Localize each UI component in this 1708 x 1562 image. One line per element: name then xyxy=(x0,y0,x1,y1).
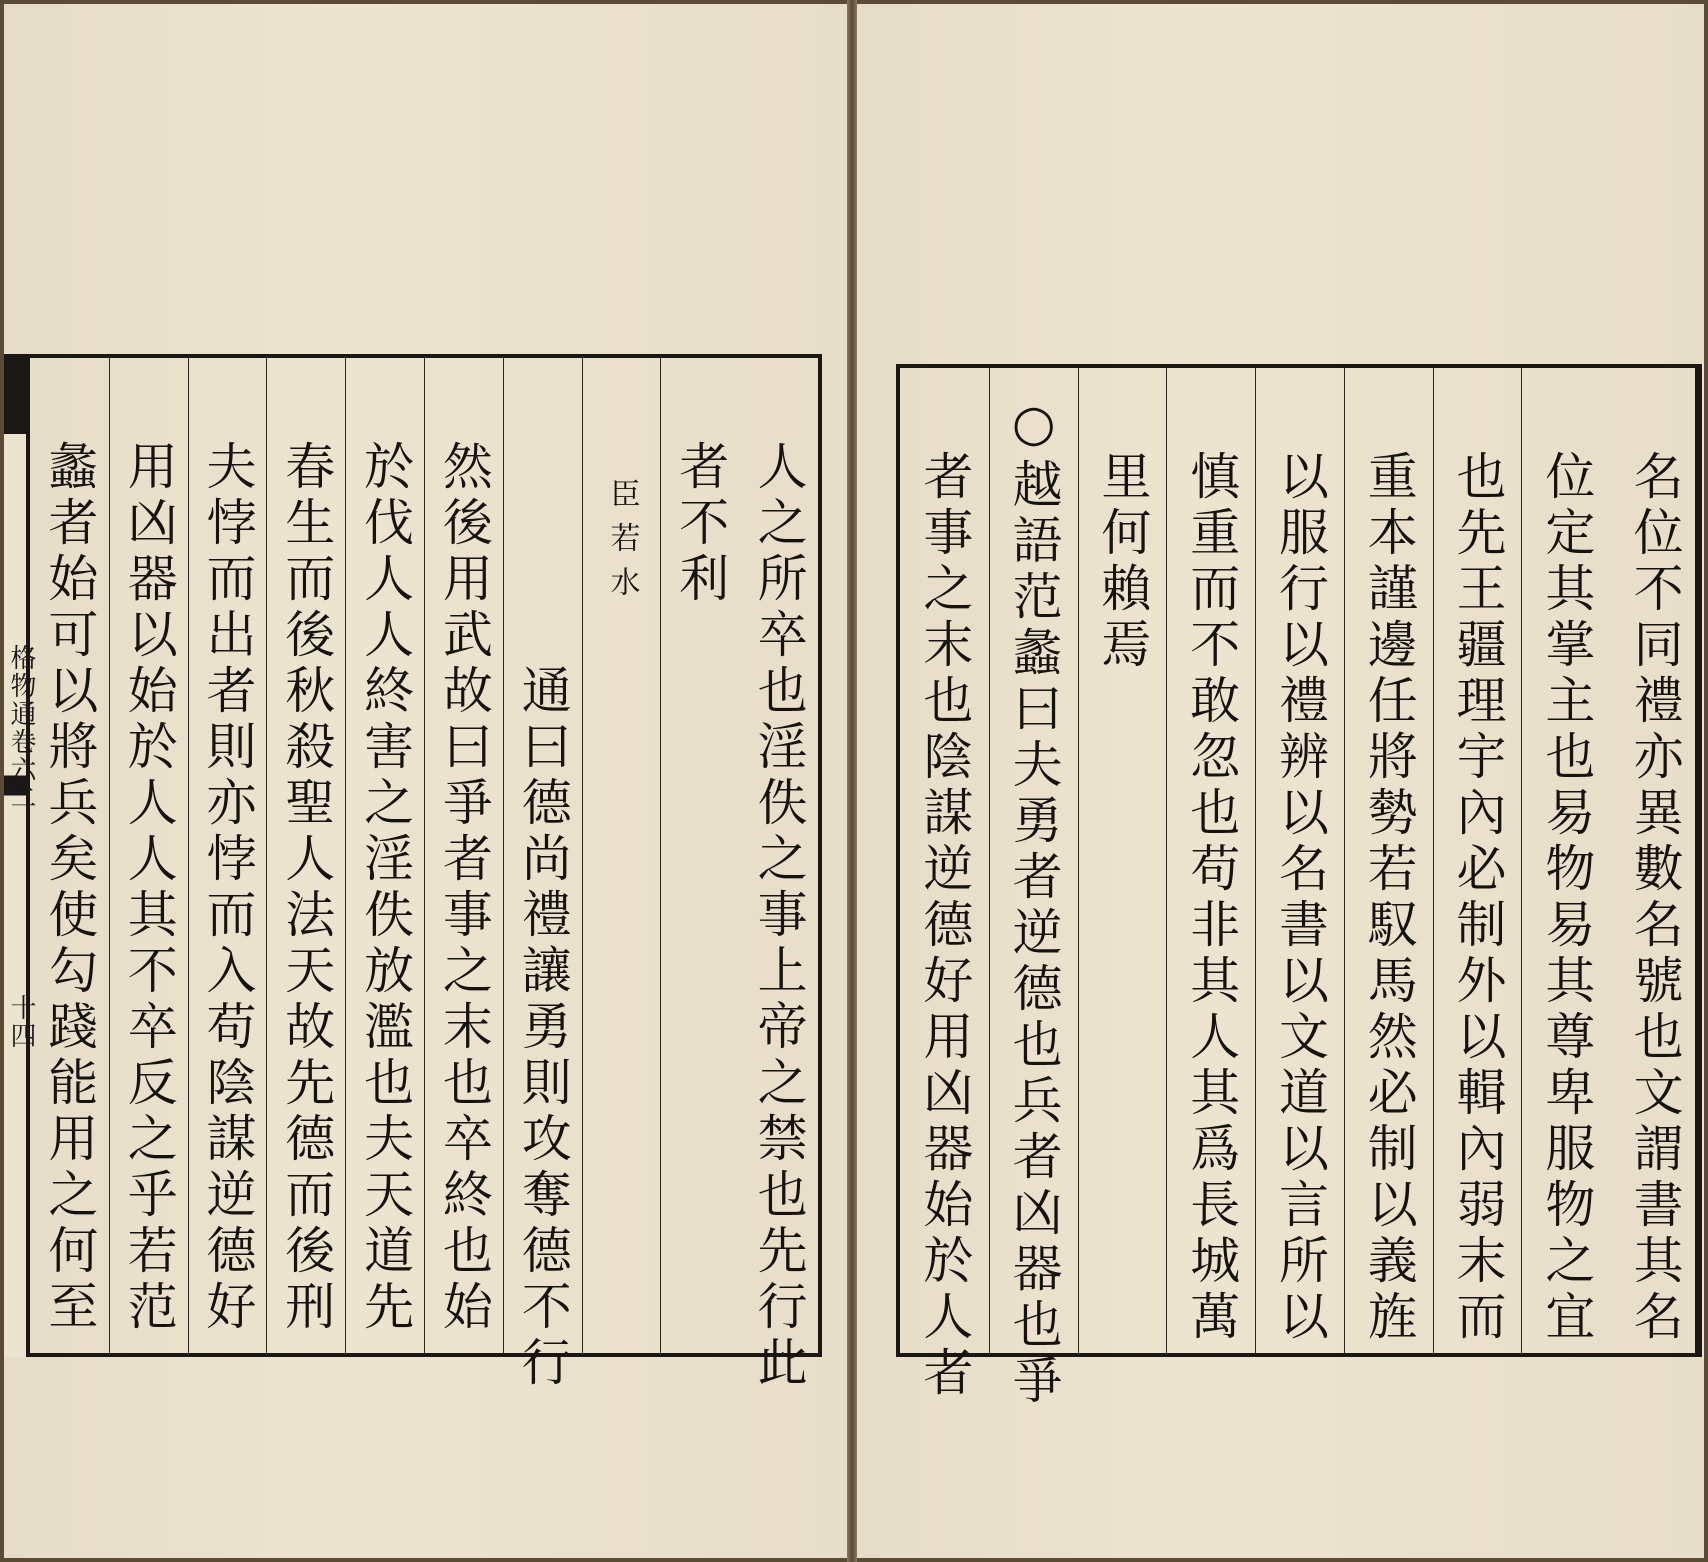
left-column xyxy=(109,358,188,1353)
right-column-text: 慎重而不敢忽也苟非其人其爲長城萬 xyxy=(1182,450,1241,1346)
right-column xyxy=(1610,368,1699,1353)
left-column xyxy=(266,358,345,1353)
left-column-text: 人之所卒也淫佚之事上帝之禁也先行此 xyxy=(749,440,808,1392)
left-column-text: 然後用武故曰爭者事之末也卒終也始 xyxy=(434,440,493,1336)
left-column-text: 蠡者始可以將兵矣使勾踐能用之何至 xyxy=(40,440,99,1336)
left-column xyxy=(345,358,424,1353)
left-column xyxy=(660,358,739,1353)
right-column xyxy=(1255,368,1344,1353)
right-column xyxy=(1344,368,1433,1353)
right-column-text: 以服行以禮辨以名書以文道以言所以 xyxy=(1270,450,1329,1346)
left-column-text: 者不利 xyxy=(671,440,730,608)
left-column xyxy=(739,358,818,1392)
left-column xyxy=(30,358,109,1353)
left-column-text: 臣若水 xyxy=(604,478,640,610)
left-margin-label: 格物通卷六二 xyxy=(6,644,36,812)
left-column-text: 通曰德尚禮讓勇則攻奪德不行 xyxy=(513,664,572,1392)
right-column xyxy=(1078,368,1167,1353)
right-column xyxy=(989,368,1078,1410)
right-column-text: 者事之末也陰謀逆德好用凶器始於人者 xyxy=(915,450,974,1402)
left-column xyxy=(424,358,503,1353)
right-column xyxy=(1433,368,1522,1353)
right-column-text: 名位不同禮亦異數名號也文謂書其名 xyxy=(1625,450,1684,1346)
left-column xyxy=(582,358,661,1353)
right-column-text: ○越語范蠡曰夫勇者逆德也兵者凶器也爭 xyxy=(1004,394,1063,1410)
left-column-text: 用凶器以始於人人其不卒反之乎若范 xyxy=(119,440,178,1336)
left-column-text: 夫悖而出者則亦悖而入苟陰謀逆德好 xyxy=(198,440,257,1336)
left-column xyxy=(503,358,582,1392)
left-column xyxy=(188,358,267,1353)
right-column-text: 也先王疆理宇內必制外以輯內弱末而 xyxy=(1448,450,1507,1346)
right-column xyxy=(1521,368,1610,1353)
right-margin-strip xyxy=(1699,364,1704,1357)
left-folio-number: 十四 xyxy=(6,994,36,1050)
book-gutter xyxy=(847,0,857,1562)
right-column xyxy=(900,368,989,1402)
left-text-frame xyxy=(26,354,822,1392)
right-column-text: 里何賴焉 xyxy=(1093,450,1152,674)
left-column-text: 於伐人人終害之淫佚放濫也夫天道先 xyxy=(356,440,415,1336)
right-column-text: 位定其掌主也易物易其尊卑服物之宜 xyxy=(1537,450,1596,1346)
right-text-frame xyxy=(896,364,1699,1410)
right-column xyxy=(1166,368,1255,1353)
left-column-text: 春生而後秋殺聖人法天故先德而後刑 xyxy=(277,440,336,1336)
right-column-text: 重本謹邊任將勢若馭馬然必制以義旌 xyxy=(1359,450,1418,1346)
